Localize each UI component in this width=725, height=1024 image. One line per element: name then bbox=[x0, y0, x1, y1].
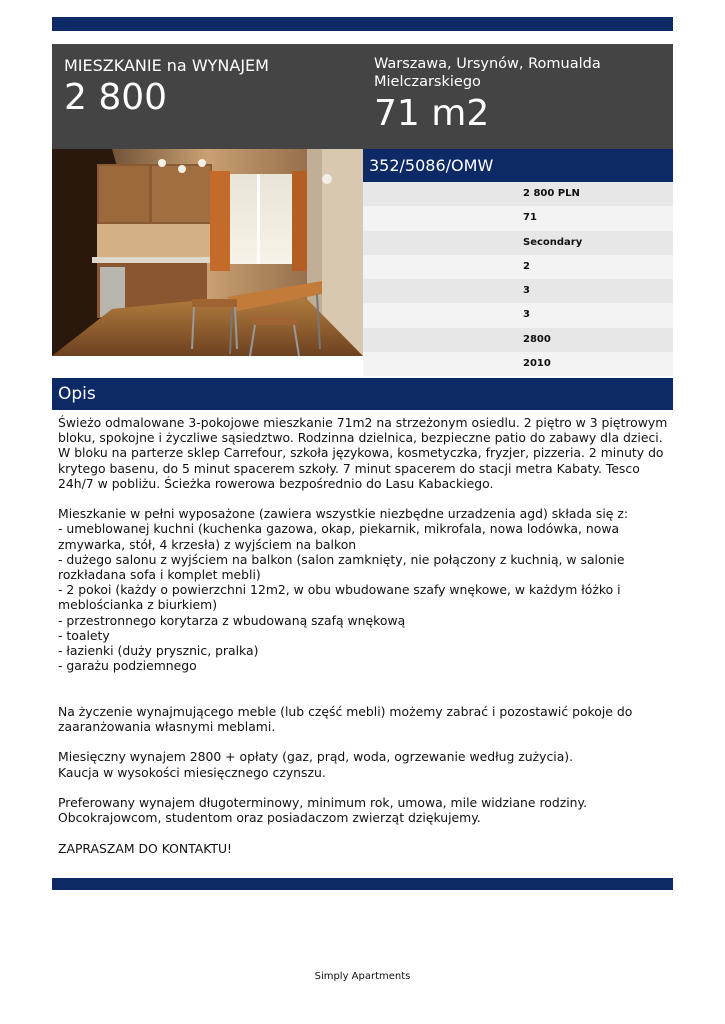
description-paragraph: - garażu podziemnego bbox=[58, 658, 197, 674]
description-paragraph: Preferowany wynajem długoterminowy, minimum rok, umowa, mile widziane rodziny. bbox=[58, 795, 588, 811]
details-row: 2010 bbox=[363, 352, 673, 376]
description-paragraph: Kaucja w wysokości miesięcznego czynszu. bbox=[58, 764, 326, 780]
details-row: 2800 bbox=[363, 328, 673, 352]
apartment-photo bbox=[52, 149, 363, 356]
description-paragraph: - przestronnego korytarza z wbudowaną szafą wnękową bbox=[58, 612, 406, 628]
listing-reference: 352/5086/OMW bbox=[363, 149, 673, 182]
description-heading: Opis bbox=[52, 378, 673, 410]
details-row: Secondary bbox=[363, 231, 673, 255]
details-row: 3 bbox=[363, 279, 673, 303]
top-accent-bar bbox=[52, 17, 673, 31]
description-paragraph: Mieszkanie w pełni wyposażone (zawiera wszystkie niezbędne urzadzenia agd) składa się z: bbox=[58, 506, 629, 522]
description-paragraph: Obcokrajowcom, studentom oraz posiadaczom zwierząt dziękujemy. bbox=[58, 810, 481, 826]
details-row: 3 bbox=[363, 303, 673, 327]
description-paragraph bbox=[58, 689, 670, 704]
details-table bbox=[363, 182, 673, 376]
description-paragraph: - łazienki (duży prysznic, pralka) bbox=[58, 643, 259, 659]
description-paragraph: ZAPRASZAM DO KONTAKTU! bbox=[58, 840, 233, 856]
description-paragraph bbox=[58, 780, 670, 795]
description-paragraph bbox=[58, 734, 670, 749]
listing-type: MIESZKANIE na WYNAJEM bbox=[64, 56, 269, 75]
description-paragraph: Miesięczny wynajem 2800 + opłaty (gaz, prąd, woda, ogrzewanie według zużycia). bbox=[58, 749, 574, 765]
bottom-accent-bar bbox=[52, 878, 673, 890]
description-paragraph: Świeżo odmalowane 3-pokojowe mieszkanie 71m2 na strzeżonym osiedlu. 2 piętro w 3 piętrowym bloku, spokojne i życzliwe sąsiedztwo. Rodzinna dzielnica, bezpieczne patio do zabawy dla dzieci. W bloku na parterze sklep Carrefour, szkoła językowa, kosmetyczka, fryzjer, pizzeria. 2 minuty do krytego basenu, do 5 minut spacerem szkoły. 7 minut spacerem do stacji metra Kabaty. Tesco 24h/7 w pobliżu. Ścieżka rowerowa bezpośrednio do Lasu Kabackiego. bbox=[58, 415, 668, 491]
description-paragraph bbox=[58, 673, 670, 688]
description-text bbox=[58, 415, 670, 856]
description-paragraph: - 2 pokoi (każdy o powierzchni 12m2, w obu wbudowane szafy wnękowe, w każdym łóżko i meblościanka z biurkiem) bbox=[58, 582, 621, 613]
footer-company: Simply Apartments bbox=[314, 971, 411, 982]
description-paragraph: - dużego salonu z wyjściem na balkon (salon zamknięty, nie połączony z kuchnią, w salonie rozkładana sofa i komplet mebli) bbox=[58, 551, 625, 583]
description-paragraph bbox=[58, 491, 670, 506]
details-row: 71 bbox=[363, 206, 673, 230]
description-paragraph: - toalety bbox=[58, 627, 110, 643]
details-row: 2 800 PLN bbox=[363, 182, 673, 206]
details-row: 2 bbox=[363, 255, 673, 279]
listing-location: Warszawa, Ursynów, Romualda Mielczarskiego bbox=[374, 56, 601, 90]
listing-area: 71 m2 bbox=[374, 93, 490, 134]
description-paragraph bbox=[58, 825, 670, 840]
description-paragraph: - umeblowanej kuchni (kuchenka gazowa, okap, piekarnik, mikrofala, nowa lodówka, nowa zmywarka, stół, 4 krzesła) z wyjściem na balkon bbox=[58, 521, 620, 552]
description-paragraph: Na życzenie wynajmującego meble (lub część mebli) możemy zabrać i pozostawić pokoje do zaaranżowania własnymi meblami. bbox=[58, 703, 633, 735]
listing-price: 2 800 bbox=[64, 77, 168, 118]
listing-header bbox=[52, 44, 673, 149]
